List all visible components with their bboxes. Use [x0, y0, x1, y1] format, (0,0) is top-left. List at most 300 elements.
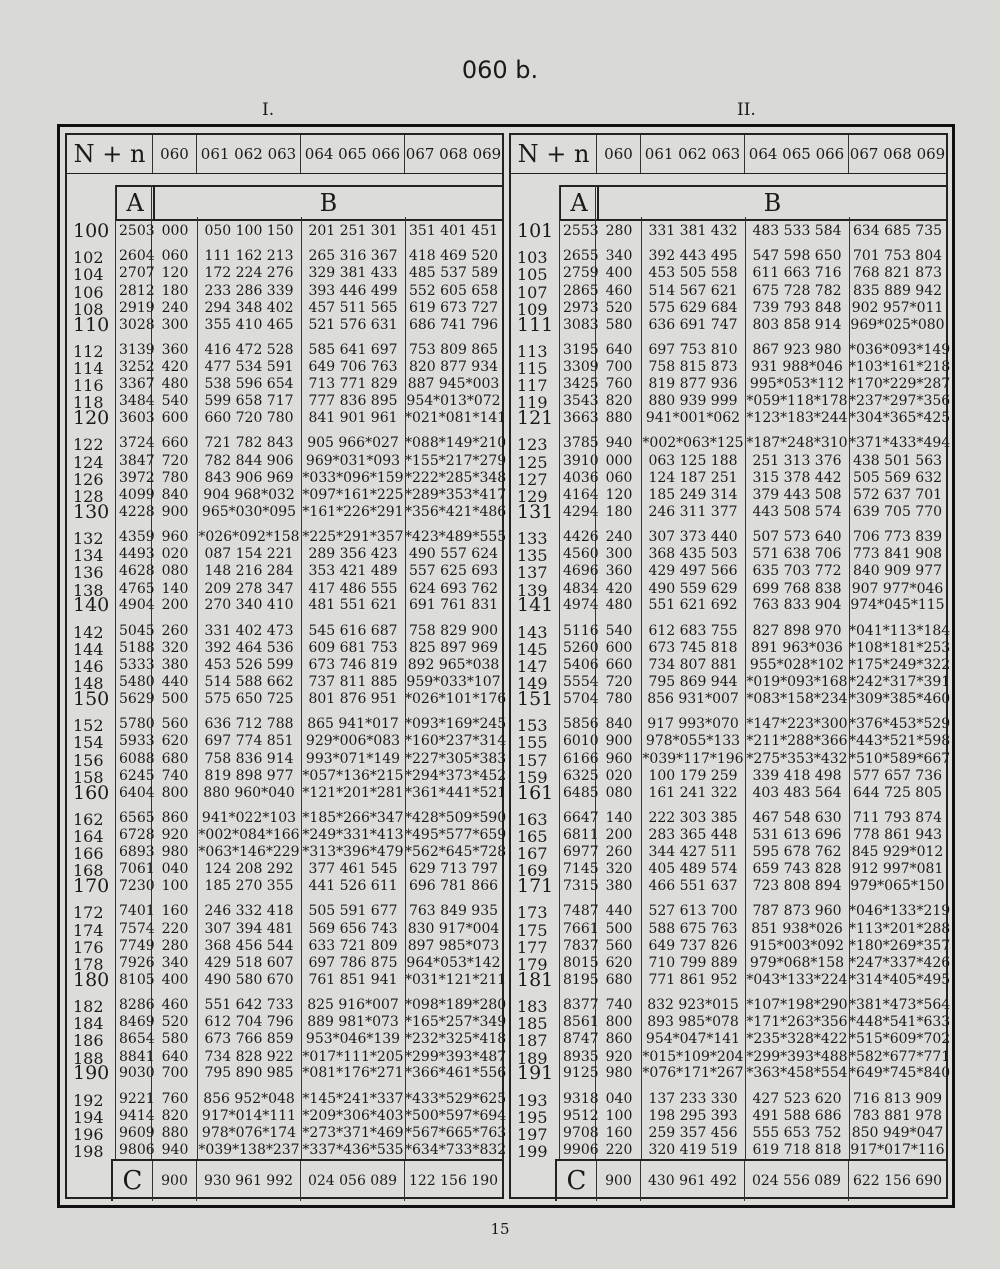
cell-col-0: 180 — [161, 282, 189, 299]
cell-col-1: 429 497 566 — [648, 563, 738, 580]
cell-col-2: 635 703 772 — [752, 563, 842, 580]
header-col-0: 060 — [597, 135, 641, 173]
row-n: 176 — [73, 937, 104, 957]
cell-col-3: 716 813 909 — [852, 1090, 943, 1107]
row-n: 146 — [73, 657, 104, 676]
cell-col-2: *019*093*168 — [746, 674, 848, 691]
cell-a: 9906 — [563, 1142, 599, 1159]
cell-col-0: 380 — [161, 657, 189, 673]
cell-col-2: *057*136*215 — [302, 767, 404, 784]
cell-col-2: 761 851 941 — [308, 971, 398, 988]
row-n: 190 — [73, 1062, 110, 1085]
cell-col-1: 100 179 259 — [648, 767, 738, 784]
row-n: 133 — [517, 529, 548, 548]
header-col-3: 067 068 069 — [405, 145, 502, 163]
cell-a: 9806 — [119, 1142, 155, 1159]
row-n: 171 — [517, 875, 554, 898]
cell-col-0: 680 — [605, 971, 633, 988]
cell-a: 5333 — [119, 657, 155, 673]
cell-a: 4974 — [563, 597, 599, 614]
cell-col-0: 560 — [605, 937, 633, 954]
cell-col-0: 860 — [605, 1031, 633, 1048]
cell-col-0: 360 — [161, 341, 189, 358]
cell-col-0: 000 — [605, 452, 633, 469]
cell-col-3: *361*441*521 — [405, 784, 507, 801]
cell-col-2: *043*133*224 — [746, 971, 848, 988]
cell-col-1: 490 559 629 — [648, 580, 738, 597]
row-n: 109 — [517, 299, 548, 319]
cell-col-1: 161 241 322 — [648, 784, 738, 801]
cell-col-3: 845 929*012 — [851, 844, 944, 861]
cell-col-2: 891 963*036 — [751, 639, 843, 656]
cell-a: 5406 — [563, 657, 599, 673]
cell-col-2: *211*288*366 — [746, 733, 848, 750]
row-n: 132 — [73, 529, 104, 548]
cell-col-1: 599 658 717 — [204, 393, 294, 410]
table-row — [511, 500, 946, 524]
cell-col-3: *314*405*495 — [849, 971, 951, 988]
cell-col-2: 803 858 914 — [752, 316, 842, 333]
row-n: 151 — [517, 688, 554, 710]
cell-col-1: 063 125 188 — [648, 452, 738, 469]
cell-a: 9512 — [563, 1107, 599, 1124]
cell-col-3: *232*325*418 — [405, 1031, 507, 1048]
cell-col-1: 283 365 448 — [648, 827, 738, 843]
header-col-3: 067 068 069 — [849, 145, 946, 163]
cell-col-2: *147*223*300 — [746, 716, 848, 733]
row-n: 178 — [73, 955, 104, 974]
cell-a: 5629 — [119, 691, 155, 707]
row-n: 144 — [73, 639, 104, 659]
cell-col-1: 392 464 536 — [204, 639, 294, 656]
cell-col-2: 931 988*046 — [751, 359, 843, 375]
row-n: 160 — [73, 781, 110, 804]
section-b-label: B — [319, 189, 338, 217]
cell-a: 7230 — [119, 878, 155, 895]
cell-col-3: 557 625 693 — [408, 563, 499, 580]
cell-col-0: 840 — [605, 716, 633, 733]
header-col-1: 061 062 063 — [197, 135, 301, 173]
header-col-2: 064 065 066 — [745, 135, 849, 173]
cell-a: 7661 — [563, 920, 599, 937]
cell-a: 8935 — [563, 1048, 599, 1065]
cell-col-1: *002*084*166 — [198, 827, 300, 843]
cell-a: 3785 — [563, 435, 599, 452]
cell-col-2: *337*436*535 — [302, 1142, 404, 1159]
cell-col-3: *299*393*487 — [405, 1048, 507, 1065]
cell-col-0: 180 — [605, 503, 633, 520]
cell-a: 7315 — [563, 878, 599, 895]
part-label-1: I. — [262, 100, 275, 120]
cell-col-1: 392 443 495 — [648, 248, 738, 265]
cell-a: 2919 — [119, 299, 155, 316]
table-header — [67, 135, 502, 174]
cell-col-3: 485 537 589 — [408, 265, 499, 282]
row-n: 184 — [73, 1014, 104, 1034]
cell-col-0: 660 — [605, 657, 633, 673]
cell-col-3: *433*529*625 — [405, 1090, 507, 1107]
table-footer-c — [555, 1159, 946, 1201]
cell-col-3: *175*249*322 — [849, 657, 951, 673]
cell-col-3: 438 501 563 — [852, 452, 943, 469]
cell-col-3: 954*013*072 — [406, 393, 501, 410]
cell-col-2: 673 746 819 — [308, 657, 398, 673]
cell-a: 7837 — [563, 937, 599, 954]
cell-col-3: *515*609*702 — [849, 1031, 951, 1048]
cell-a: 9708 — [563, 1125, 599, 1141]
row-n: 155 — [517, 733, 548, 753]
cell-col-3: 696 781 866 — [408, 878, 499, 895]
cell-col-2: *225*291*357 — [302, 529, 404, 545]
part-label-2: II. — [737, 100, 756, 120]
cell-col-3: 686 741 796 — [408, 316, 499, 333]
cell-col-2: 827 898 970 — [752, 622, 842, 639]
cell-col-1: 612 683 755 — [648, 622, 738, 639]
cell-col-1: 575 629 684 — [648, 299, 738, 316]
cell-a: 7926 — [119, 955, 155, 971]
footer-cell-c3: 622 156 690 — [852, 1173, 943, 1189]
cell-col-3: *165*257*349 — [405, 1014, 507, 1031]
page-title: 060 b. — [461, 56, 539, 84]
cell-col-3: *247*337*426 — [849, 955, 951, 971]
cell-col-2: 633 721 809 — [308, 937, 398, 954]
cell-col-2: 545 616 687 — [308, 622, 398, 639]
cell-col-1: 880 939 999 — [648, 393, 738, 410]
cell-col-0: 900 — [605, 733, 633, 750]
cell-col-0: 240 — [605, 529, 633, 545]
cell-col-2: 723 808 894 — [752, 878, 842, 895]
cell-a: 5704 — [563, 691, 599, 707]
cell-col-0: 200 — [605, 827, 633, 843]
section-header — [559, 185, 946, 221]
cell-col-1: 782 844 906 — [204, 452, 294, 469]
cell-col-1: 514 588 662 — [204, 674, 294, 691]
cell-col-0: 960 — [605, 750, 633, 767]
cell-col-0: 820 — [605, 393, 633, 410]
cell-col-1: 344 427 511 — [648, 844, 738, 861]
cell-col-1: 673 745 818 — [648, 639, 738, 656]
cell-col-0: 940 — [161, 1142, 189, 1159]
cell-col-1: 795 890 985 — [204, 1065, 294, 1082]
row-n: 130 — [73, 500, 110, 523]
cell-a: 9030 — [119, 1065, 155, 1082]
row-n: 143 — [517, 622, 548, 642]
row-n: 159 — [517, 767, 548, 787]
cell-col-0: 920 — [605, 1048, 633, 1065]
cell-col-3: 969*025*080 — [850, 316, 945, 333]
cell-col-2: *209*306*403 — [302, 1107, 404, 1124]
cell-col-3: *567*665*763 — [405, 1125, 507, 1141]
row-n: 122 — [73, 435, 104, 455]
cell-col-1: 477 534 591 — [204, 359, 294, 375]
cell-col-1: 246 311 377 — [648, 503, 738, 520]
cell-a: 5480 — [119, 674, 155, 691]
cell-col-1: 466 551 637 — [648, 878, 738, 895]
table-footer-c — [111, 1159, 502, 1201]
row-n: 181 — [517, 968, 554, 991]
cell-col-0: 440 — [605, 903, 633, 920]
cell-col-3: 783 881 978 — [852, 1107, 943, 1124]
cell-a: 7061 — [119, 861, 155, 878]
row-n: 125 — [517, 452, 548, 472]
row-n: 145 — [517, 639, 548, 659]
table-panel-2 — [509, 133, 951, 1199]
cell-col-0: 480 — [605, 597, 633, 614]
section-b-label: B — [763, 189, 782, 217]
cell-col-1: 795 869 944 — [648, 674, 738, 691]
cell-a: 8561 — [563, 1014, 599, 1031]
cell-col-3: 634 685 735 — [852, 223, 943, 239]
cell-col-1: 270 340 410 — [204, 597, 294, 614]
cell-a: 9318 — [563, 1090, 599, 1107]
cell-col-2: *059*118*178 — [746, 393, 848, 410]
cell-a: 9414 — [119, 1107, 155, 1124]
row-n: 138 — [73, 580, 104, 600]
cell-col-3: *222*285*348 — [405, 469, 507, 486]
cell-col-3: *026*101*176 — [405, 691, 507, 707]
cell-col-1: 673 766 859 — [204, 1031, 294, 1048]
cell-col-0: 780 — [605, 691, 633, 707]
section-c-label: C — [557, 1161, 597, 1201]
cell-col-3: 619 673 727 — [408, 299, 499, 316]
cell-col-0: 400 — [605, 265, 633, 282]
cell-col-2: 659 743 828 — [752, 861, 842, 878]
row-n: 118 — [73, 393, 104, 413]
row-n: 107 — [517, 282, 548, 302]
cell-col-2: 777 836 895 — [308, 393, 398, 410]
cell-a: 8377 — [563, 997, 599, 1013]
cell-a: 7574 — [119, 920, 155, 937]
cell-a: 6977 — [563, 844, 599, 861]
cell-col-2: 969*031*093 — [305, 452, 401, 469]
cell-col-3: *495*577*659 — [405, 827, 507, 843]
cell-col-2: 441 526 611 — [308, 878, 398, 895]
cell-col-2: *107*198*290 — [746, 997, 848, 1013]
cell-col-1: 880 960*040 — [203, 784, 295, 801]
cell-col-2: 979*068*158 — [749, 955, 845, 971]
cell-col-0: 040 — [605, 1090, 633, 1107]
cell-col-2: 739 793 848 — [752, 299, 842, 316]
row-n: 150 — [73, 688, 110, 710]
row-n: 198 — [73, 1142, 104, 1162]
cell-col-2: *185*266*347 — [302, 809, 404, 826]
cell-col-2: 995*053*112 — [749, 376, 845, 393]
row-n: 152 — [73, 716, 104, 736]
table-row — [67, 220, 502, 243]
cell-col-0: 060 — [605, 469, 633, 486]
cell-col-3: *108*181*253 — [849, 639, 951, 656]
footer-cell-c0: 900 — [597, 1161, 641, 1201]
cell-col-3: *448*541*633 — [849, 1014, 951, 1031]
cell-a: 6245 — [119, 767, 155, 784]
cell-col-2: 787 873 960 — [752, 903, 842, 920]
cell-col-2: *097*161*225 — [302, 487, 404, 503]
cell-col-3: 701 753 804 — [852, 248, 943, 265]
cell-col-2: *083*158*234 — [746, 691, 848, 707]
row-n: 197 — [517, 1125, 548, 1144]
row-n: 168 — [73, 861, 104, 881]
cell-a: 4560 — [563, 546, 599, 563]
cell-col-3: 691 761 831 — [408, 597, 499, 614]
cell-a: 4493 — [119, 546, 155, 563]
cell-col-3: 758 829 900 — [408, 622, 499, 639]
cell-col-2: 915*003*092 — [749, 937, 845, 954]
cell-col-0: 500 — [161, 691, 189, 707]
cell-col-1: 294 348 402 — [204, 299, 294, 316]
cell-col-0: 620 — [161, 733, 189, 750]
cell-col-1: 320 419 519 — [648, 1142, 738, 1159]
cell-col-2: 481 551 621 — [308, 597, 398, 614]
cell-col-3: 706 773 839 — [852, 529, 943, 545]
cell-a: 6485 — [563, 784, 599, 801]
row-n: 199 — [517, 1142, 548, 1162]
cell-col-0: 960 — [161, 529, 189, 545]
cell-col-3: 902 957*011 — [851, 299, 944, 316]
cell-col-3: 778 861 943 — [852, 827, 943, 843]
cell-col-2: 417 486 555 — [308, 580, 398, 597]
cell-a: 4904 — [119, 597, 155, 614]
cell-col-2: 521 576 631 — [308, 316, 398, 333]
row-n: 126 — [73, 469, 104, 489]
cell-a: 5188 — [119, 639, 155, 656]
cell-a: 5260 — [563, 639, 599, 656]
table-row — [511, 1062, 951, 1085]
cell-col-0: 920 — [161, 827, 189, 843]
cell-col-1: 222 303 385 — [648, 809, 738, 826]
cell-col-0: 420 — [605, 580, 633, 597]
cell-col-3: 768 821 873 — [852, 265, 943, 282]
cell-col-0: 700 — [161, 1065, 189, 1082]
cell-col-1: 710 799 889 — [648, 955, 738, 971]
cell-col-2: *187*248*310 — [746, 435, 848, 452]
cell-col-1: 527 613 700 — [648, 903, 738, 920]
cell-col-1: 124 187 251 — [648, 469, 738, 486]
table-row — [511, 875, 946, 898]
cell-col-2: 619 718 818 — [752, 1142, 842, 1159]
cell-col-1: 185 249 314 — [648, 487, 738, 503]
cell-col-2: 393 446 499 — [308, 282, 398, 299]
cell-col-0: 800 — [161, 784, 189, 801]
cell-a: 8105 — [119, 971, 155, 988]
cell-col-0: 540 — [161, 393, 189, 410]
row-n: 186 — [73, 1031, 104, 1051]
cell-a: 3972 — [119, 469, 155, 486]
cell-col-3: 887 945*003 — [407, 376, 500, 393]
cell-col-2: 443 508 574 — [752, 503, 842, 520]
cell-col-0: 080 — [161, 563, 189, 580]
cell-col-3: 917*017*116 — [850, 1142, 945, 1159]
cell-col-3: 912 997*081 — [851, 861, 944, 878]
cell-col-3: 964*053*142 — [406, 955, 501, 971]
cell-a: 7487 — [563, 903, 599, 920]
cell-col-2: 315 378 442 — [752, 469, 842, 486]
cell-col-3: 840 909 977 — [852, 563, 943, 580]
cell-col-0: 300 — [605, 546, 633, 563]
row-n: 189 — [517, 1048, 548, 1068]
cell-col-3: 624 693 762 — [408, 580, 499, 597]
cell-a: 5045 — [119, 622, 155, 639]
row-n: 175 — [517, 920, 548, 940]
cell-a: 7749 — [119, 937, 155, 954]
row-n: 174 — [73, 920, 104, 940]
cell-col-0: 740 — [161, 767, 189, 784]
cell-col-1: 429 518 607 — [204, 955, 294, 971]
cell-a: 5780 — [119, 716, 155, 733]
cell-col-0: 160 — [605, 1125, 633, 1141]
cell-col-3: 552 605 658 — [408, 282, 499, 299]
cell-col-2: 993*071*149 — [305, 750, 401, 767]
cell-col-2: *313*396*479 — [302, 844, 404, 861]
row-n: 180 — [73, 968, 110, 991]
table-row — [511, 313, 946, 337]
cell-col-2: *033*096*159 — [302, 469, 404, 486]
cell-col-2: 841 901 961 — [308, 410, 398, 427]
cell-col-1: 904 968*032 — [203, 487, 295, 503]
cell-col-3: *289*353*417 — [405, 487, 507, 503]
cell-col-1: 307 373 440 — [648, 529, 738, 545]
cell-a: 5856 — [563, 716, 599, 733]
cell-col-0: 120 — [605, 487, 633, 503]
cell-col-1: 771 861 952 — [648, 971, 738, 988]
cell-col-3: 974*045*115 — [850, 597, 945, 614]
row-n: 173 — [517, 903, 548, 923]
row-n: 162 — [73, 809, 104, 829]
cell-col-1: 758 815 873 — [648, 359, 738, 375]
row-n: 139 — [517, 580, 548, 600]
cell-col-2: *299*393*488 — [746, 1048, 848, 1065]
cell-col-2: *275*353*432 — [746, 750, 848, 767]
cell-col-2: 611 663 716 — [752, 265, 842, 282]
cell-col-1: *002*063*125 — [642, 435, 744, 452]
cell-col-0: 400 — [161, 971, 189, 988]
row-n: 140 — [73, 594, 110, 617]
cell-col-2: *145*241*337 — [302, 1090, 404, 1107]
cell-col-3: 711 793 874 — [852, 809, 943, 826]
cell-col-2: 289 356 423 — [308, 546, 398, 563]
cell-col-1: 331 381 432 — [648, 223, 738, 239]
cell-col-3: *309*385*460 — [849, 691, 951, 707]
cell-col-1: 185 270 355 — [204, 878, 294, 895]
cell-col-3: 644 725 805 — [852, 784, 943, 801]
cell-col-1: 453 505 558 — [648, 265, 738, 282]
cell-col-1: 856 931*007 — [647, 691, 739, 707]
row-n: 167 — [517, 844, 548, 864]
row-n: 196 — [73, 1125, 104, 1144]
cell-col-2: *249*331*413 — [302, 827, 404, 843]
row-n: 137 — [517, 563, 548, 583]
cell-a: 6325 — [563, 767, 599, 784]
cell-col-3: *423*489*555 — [405, 529, 507, 545]
cell-col-3: *227*305*383 — [405, 750, 507, 767]
row-n: 108 — [73, 299, 104, 319]
cell-col-3: *170*229*287 — [849, 376, 951, 393]
cell-a: 9609 — [119, 1125, 155, 1141]
cell-col-1: 137 233 330 — [648, 1090, 738, 1107]
cell-col-3: *093*169*245 — [405, 716, 507, 733]
cell-col-2: 547 598 650 — [752, 248, 842, 265]
cell-col-1: 697 753 810 — [648, 341, 738, 358]
cell-a: 3367 — [119, 376, 155, 393]
cell-a: 3139 — [119, 341, 155, 358]
cell-col-3: *510*589*667 — [849, 750, 951, 767]
cell-a: 2604 — [119, 248, 155, 265]
cell-col-1: 416 472 528 — [204, 341, 294, 358]
cell-col-1: 307 394 481 — [204, 920, 294, 937]
row-n: 154 — [73, 733, 104, 753]
cell-col-3: 959*033*107 — [406, 674, 501, 691]
cell-col-1: 856 952*048 — [203, 1090, 295, 1107]
row-n: 149 — [517, 674, 548, 694]
